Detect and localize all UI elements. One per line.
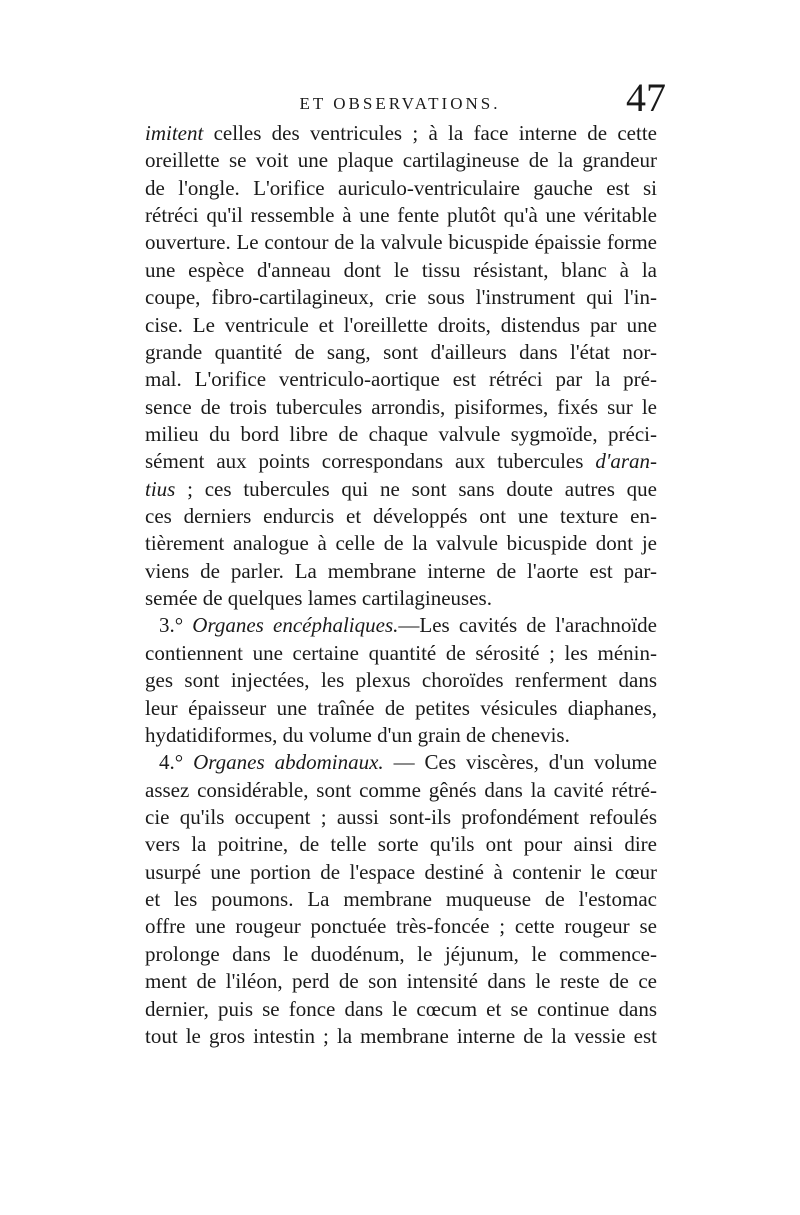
- text-span: —Les cavités de l'arachnoïde: [398, 613, 657, 638]
- text-line: [145, 722, 657, 749]
- text-span: grande quantité de sang, sont d'ailleurs dans l'état nor-: [145, 339, 657, 364]
- text-span: rétréci qu'il ressemble à une fente plutôt qu'à une véritable: [145, 203, 657, 228]
- text-span: contiennent une certaine quantité de sérosité ; les ménin-: [145, 640, 657, 665]
- text-span: oreillette se voit une plaque cartilagineuse de la grandeur: [145, 148, 657, 173]
- text-line: [145, 257, 657, 284]
- text-span: et les poumons. La membrane muqueuse de l'estomac: [145, 887, 657, 912]
- text-line: [145, 147, 657, 174]
- text-span: sence de trois tubercules arrondis, pisiformes, fixés sur le: [145, 394, 657, 419]
- text-span: ment de l'iléon, perd de son intensité dans le reste de ce: [145, 969, 657, 994]
- text-line: [145, 777, 657, 804]
- text-span: de l'ongle. L'orifice auriculo-ventriculaire gauche est si: [145, 175, 657, 200]
- text-span: leur épaisseur une traînée de petites vésicules diaphanes,: [145, 695, 657, 720]
- text-line: [145, 312, 657, 339]
- text-line: [145, 1023, 657, 1050]
- text-span: milieu du bord libre de chaque valvule sygmoïde, préci-: [145, 421, 657, 446]
- text-span: usurpé une portion de l'espace destiné à contenir le cœur: [145, 859, 657, 884]
- running-head: ET OBSERVATIONS.: [299, 94, 501, 113]
- text-line: [145, 886, 657, 913]
- text-line: [145, 120, 657, 147]
- italic-span: d'aran-: [595, 449, 657, 474]
- text-span: prolonge dans le duodénum, le jéjunum, le commence-: [145, 941, 657, 966]
- text-line: [145, 640, 657, 667]
- text-span: 4.°: [159, 750, 194, 775]
- text-line: [145, 339, 657, 366]
- text-line: [145, 284, 657, 311]
- text-span: tièrement analogue à celle de la valvule bicuspide dont je: [145, 531, 657, 556]
- text-span: mal. L'orifice ventriculo-aortique est rétréci par la pré-: [145, 367, 657, 392]
- text-span: coupe, fibro-cartilagineux, crie sous l'instrument qui l'in-: [145, 285, 657, 310]
- text-line: [145, 421, 657, 448]
- text-span: viens de parler. La membrane interne de l'aorte est par-: [145, 558, 657, 583]
- italic-span: Organes abdominaux.: [193, 750, 384, 775]
- text-line: [145, 202, 657, 229]
- text-line: [145, 996, 657, 1023]
- text-line: [145, 968, 657, 995]
- text-span: ; ces tubercules qui ne sont sans doute autres que: [175, 476, 657, 501]
- text-line: [145, 476, 657, 503]
- text-span: cise. Le ventricule et l'oreillette droits, distendus par une: [145, 312, 657, 337]
- text-span: hydatidiformes, du volume d'un grain de chenevis.: [145, 722, 570, 747]
- text-span: tout le gros intestin ; la membrane interne de la vessie est: [145, 1023, 657, 1048]
- text-line: [145, 558, 657, 585]
- text-span: ges sont injectées, les plexus choroïdes renferment dans: [145, 668, 657, 693]
- text-line: [145, 749, 657, 776]
- text-span: — Ces viscères, d'un volume: [383, 750, 657, 775]
- text-span: sément aux points correspondans aux tubercules: [145, 449, 596, 474]
- text-line: [145, 394, 657, 421]
- text-line: [145, 530, 657, 557]
- text-span: 3.°: [159, 613, 193, 638]
- text-line: [145, 831, 657, 858]
- italic-span: imitent: [145, 121, 204, 145]
- page-number: 47: [626, 75, 666, 120]
- text-line: [145, 667, 657, 694]
- text-span: dernier, puis se fonce dans le cœcum et se continue dans: [145, 996, 657, 1021]
- text-span: cie qu'ils occupent ; aussi sont-ils profondément refoulés: [145, 804, 657, 829]
- text-line: [145, 366, 657, 393]
- text-line: [145, 175, 657, 202]
- italic-span: Organes encéphaliques.: [192, 613, 399, 638]
- text-line: [145, 612, 657, 639]
- text-span: assez considérable, sont comme gênés dans la cavité rétré-: [145, 777, 657, 802]
- text-line: [145, 695, 657, 722]
- text-line: [145, 585, 657, 612]
- text-span: ouverture. Le contour de la valvule bicuspide épaissie forme: [145, 230, 657, 255]
- text-line: [145, 804, 657, 831]
- text-span: vers la poitrine, de telle sorte qu'ils ont pour ainsi dire: [145, 832, 657, 857]
- text-line: [145, 941, 657, 968]
- text-line: [145, 859, 657, 886]
- text-line: [145, 229, 657, 256]
- text-span: une espèce d'anneau dont le tissu résistant, blanc à la: [145, 257, 657, 282]
- text-line: [145, 913, 657, 940]
- italic-span: tius: [145, 476, 176, 501]
- text-span: offre une rougeur ponctuée très-foncée ; cette rougeur se: [145, 914, 657, 939]
- text-line: [145, 448, 657, 475]
- text-span: semée de quelques lames cartilagineuses.: [145, 586, 492, 611]
- text-span: ces derniers endurcis et développés ont une texture en-: [145, 504, 657, 529]
- text-span: celles des ventricules ; à la face interne de cette: [203, 121, 657, 145]
- text-line: [145, 503, 657, 530]
- body-text: [145, 120, 657, 1050]
